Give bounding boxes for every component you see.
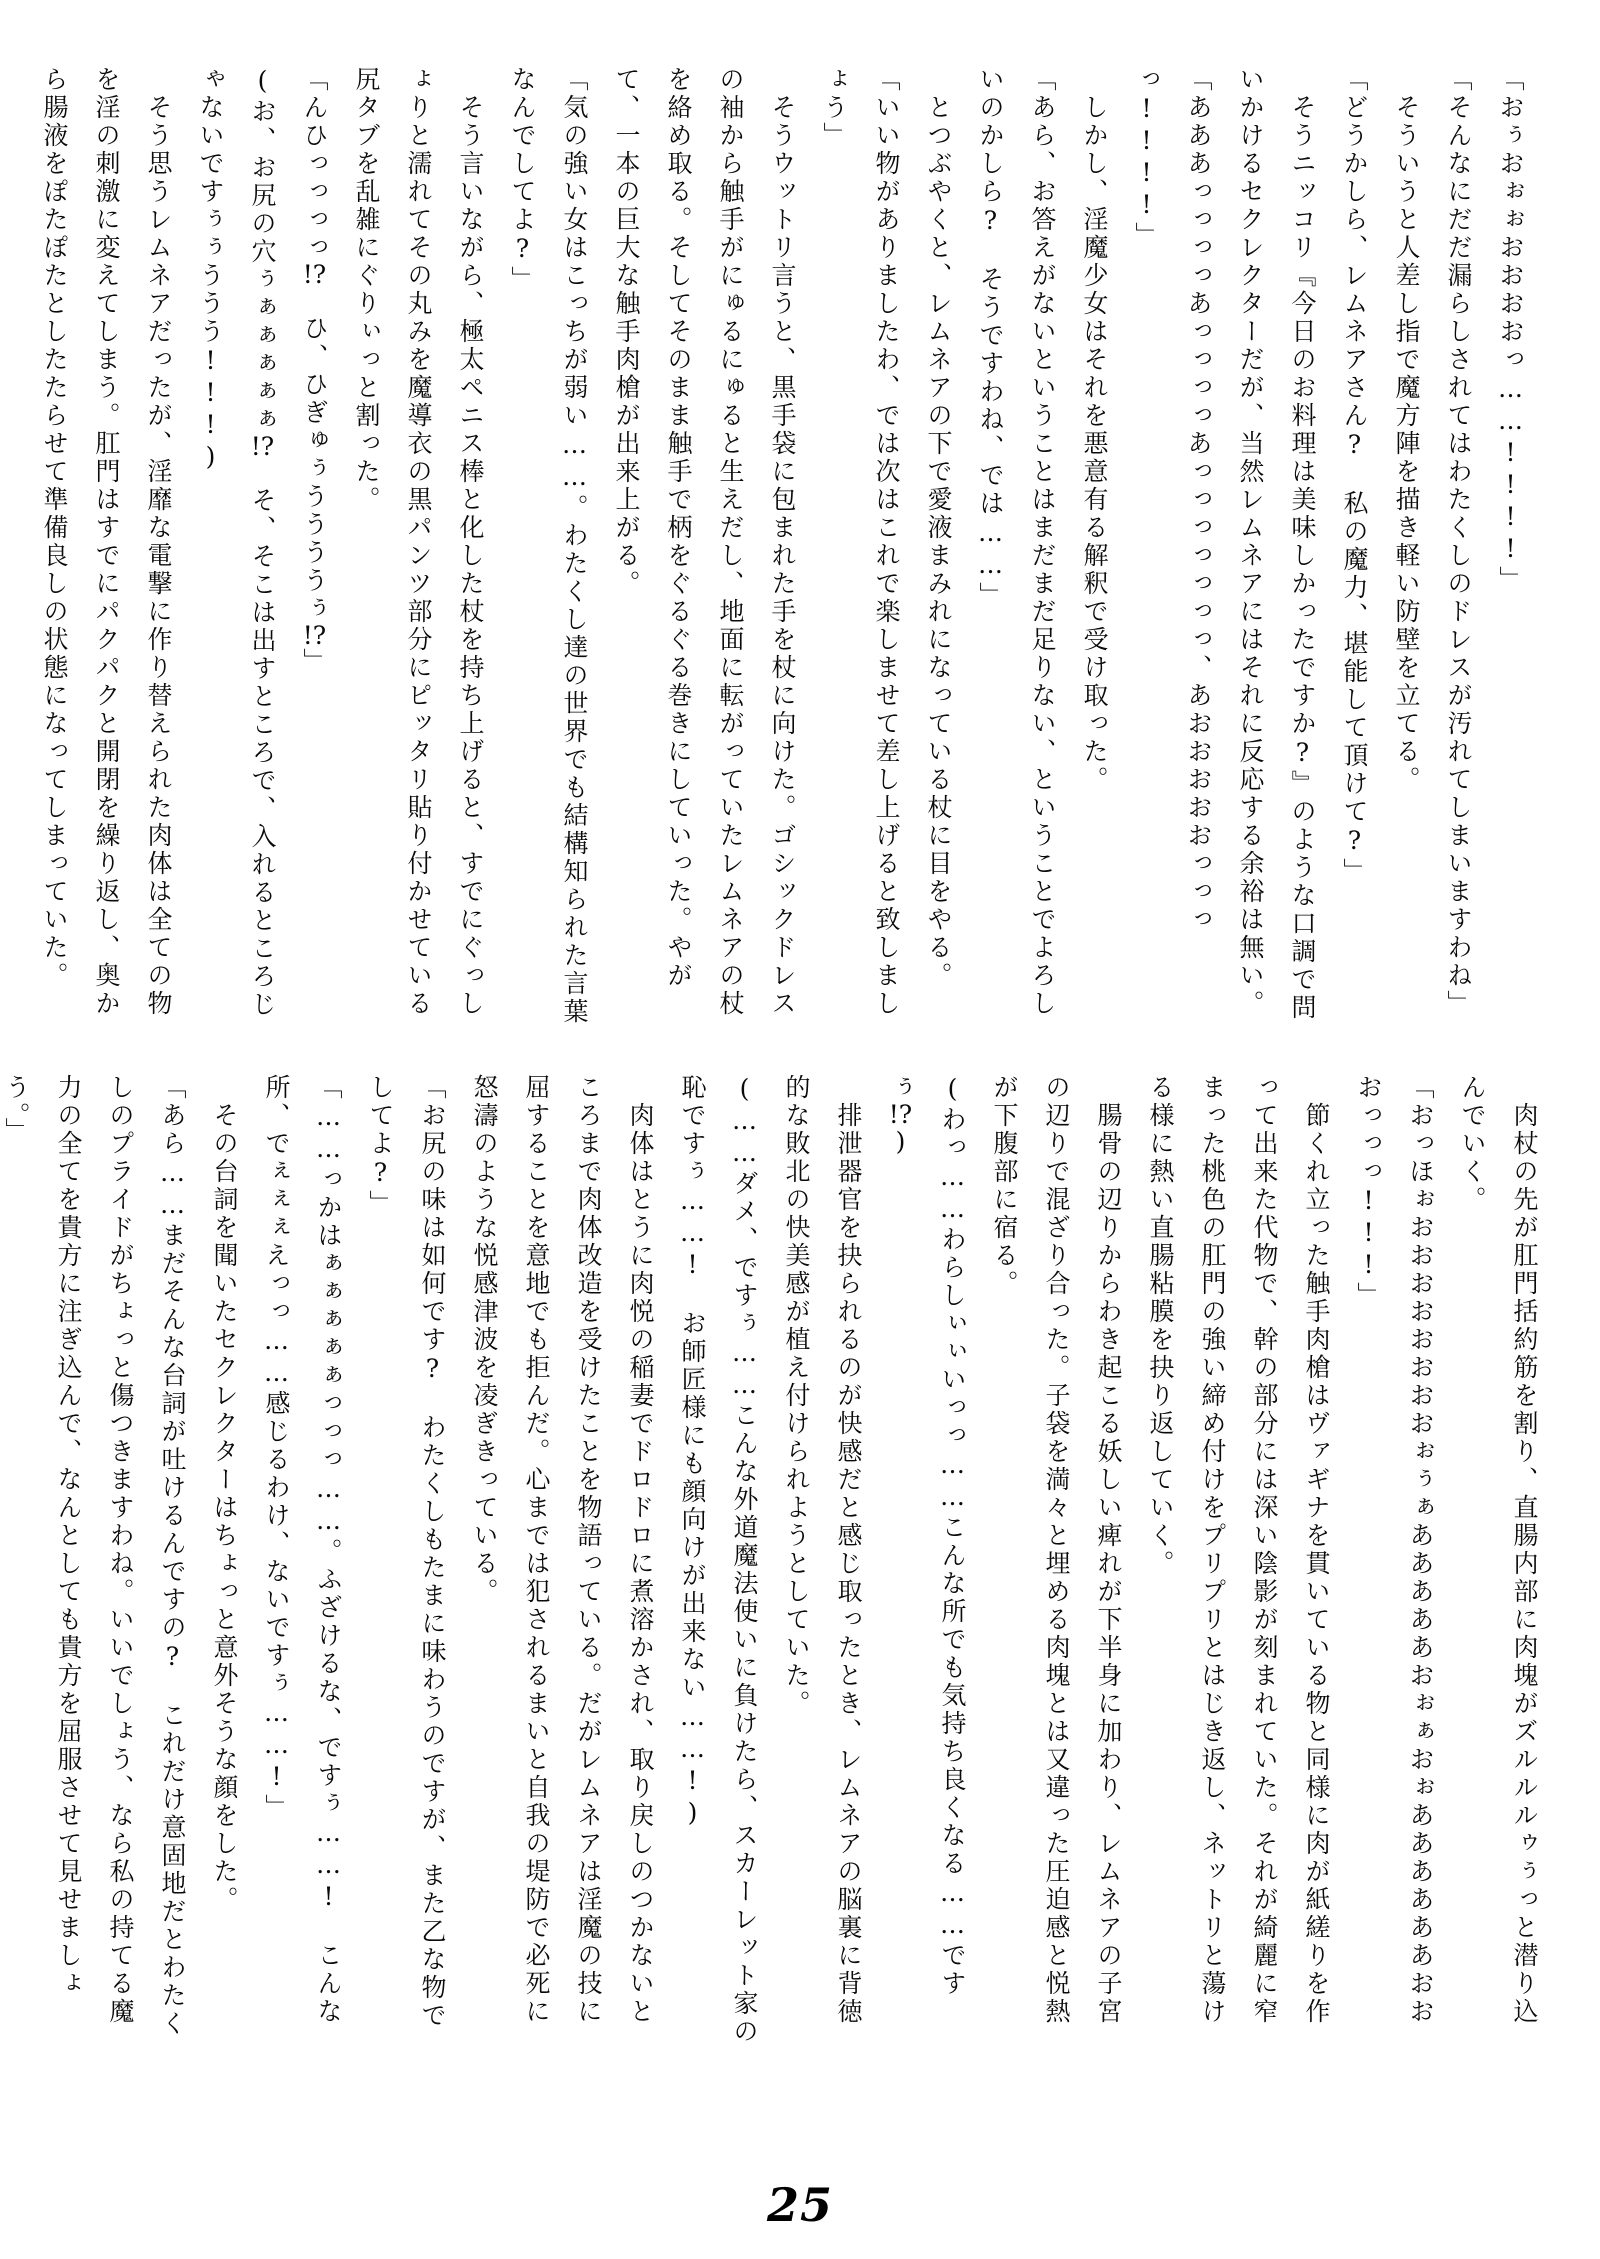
paragraph: そう思うレムネアだったが、淫靡な電撃に作り替えられた肉体は全ての物を淫の刺激に変えてしまう。肛門はすでにパクパクと開閉を繰り返し、奥から腸液をぽたぽたとしたたらせて準備良しの状態になってしまっていた。 [40,66,173,1018]
paragraph: 「あら……まだそんな台詞が吐けるんですの? これだけ意固地だとわたくしのプライドがちょっと傷つきますわね。いいでしょう、なら私の持てる魔力の全てを貴方に注ぎ込んで、なんとしても貴方を屈服させて見せましょう。」 [2,1074,187,2038]
paragraph: 「気の強い女はこっちが弱い……。わたくし達の世界でも結構知られた言葉なんでしてよ?」 [508,66,589,1026]
paragraph: 排泄器官を抉られるのが快感だと感じ取ったとき、レムネアの脳裏に背徳的な敗北の快美感が植え付けられようとしていた。 [782,1074,863,2026]
paragraph: そう言いながら、極太ペニス棒と化した杖を持ち上げると、すでにぐっしょりと濡れてその丸みを魔導衣の黒パンツ部分にピッタリ貼り付かせている尻タブを乱雑にぐりぃっと割った。 [352,66,485,1018]
paragraph: 肉体はとうに肉悦の稲妻でドロドロに煮溶かされ、取り戻しのつかないところまで肉体改造を受けたことを物語っている。だがレムネアは淫魔の技に屈することを意地でも拒んだ。心までは犯されるまいと自我の堤防で必死に怒濤のような悦感津波を凌ぎきっている。 [470,1074,655,2026]
paragraph: 「……っかはぁぁぁぁぁっっっ……。ふざけるな、ですぅ……! こんな所、でぇぇぇえっっ……感じるわけ、ないですぅ……!」 [262,1074,343,2026]
paragraph: その台詞を聞いたセクレクターはちょっと意外そうな顔をした。 [210,1102,239,1914]
page-number: 25 [766,2178,833,2232]
paragraph: (……ダメ、ですぅ……こんな外道魔法使いに負けたら、スカーレット家の恥ですぅ……! お師匠様にも顔向けが出来ない……!) [678,1074,759,2046]
paragraph: 肉杖の先が肛門括約筋を割り、直腸内部に肉塊がズルルルゥぅっと潜り込んでいく。 [1458,1074,1539,2026]
interrobang-text: !? [888,1102,913,1127]
paragraph: 「あああっっっっあっっっっあっっっっっっっ、あおおおおおっっっっ!!!!」 [1132,66,1213,934]
paragraph: そうニッコリ『今日のお料理は美味しかったですか?』のような口調で問いかけるセクレクターだが、当然レムネアにはそれに反応する余裕は無い。 [1236,66,1317,1022]
paragraph: 「いい物がありましたわ、では次はこれで楽しませて差し上げると致しましょう」 [820,66,901,1018]
paragraph: (わっ……わらしぃぃいっっ……こんな所でも気持ち良くなる……ですぅ!?) [886,1074,967,1998]
paragraph: 「おっほぉおおおおおおおおぉぅぁあああああおぉぁおぉああああああおおおっっっ!!!」 [1354,1074,1435,2026]
interrobang-text: !? [302,623,327,648]
paragraph: しかし、淫魔少女はそれを悪意有る解釈で受け取った。 [1080,94,1109,794]
paragraph: 「そんなにだだ漏らしされてはわたくしのドレスが汚れてしまいますわね」 [1444,66,1473,1018]
paragraph: 「あら、お答えがないということはまだまだ足りない、ということでよろしいのかしら? そうですわね、では……」 [976,66,1057,1018]
paragraph: (お、お尻の穴ぅぁぁぁぁぁ!? そ、そこは出すところで、入れるところじゃないですぅぅううう!!!) [196,66,277,1019]
interrobang-text: !? [302,262,327,287]
paragraph: 「んひっっっっ!? ひ、ひぎゅぅううううぅ!?」 [300,66,329,676]
paragraph: そうウットリ言うと、黒手袋に包まれた手を杖に向けた。ゴシックドレスの袖から触手がにゅるにゅると生えだし、地面に転がっていたレムネアの杖を絡め取る。そしてそのまま触手で柄をぐるぐる巻きにしていった。やがて、一本の巨大な触手肉槍が出来上がる。 [612,66,797,1018]
paragraph: 「どうかしら、レムネアさん? 私の魔力、堪能して頂けて?」 [1340,66,1369,886]
paragraph: 「お尻の味は如何です? わたくしもたまに味わうのですが、また乙な物でしてよ?」 [366,1074,447,2030]
top-text-block [28,66,1536,1034]
interrobang-text: !? [250,434,275,459]
paragraph: 節くれ立った触手肉槍はヴァギナを貫いている物と同様に肉が紙縒りを作って出来た代物で、幹の部分には深い陰影が刻まれていた。それが綺麗に窄まった桃色の肛門の強い締め付けをプリプリとはじき返し、ネットリと蕩ける様に熱い直腸粘膜を抉り返していく。 [1146,1074,1331,2026]
paragraph: 「おぅおぉぉおおおおっ……!!!!」 [1496,66,1525,594]
paragraph: そういうと人差し指で魔方陣を描き軽い防壁を立てる。 [1392,94,1421,794]
bottom-text-block [0,1074,1550,2048]
paragraph: とつぶやくと、レムネアの下で愛液まみれになっている杖に目をやる。 [924,94,953,990]
paragraph: 腸骨の辺りからわき起こる妖しい痺れが下半身に加わり、レムネアの子宮の辺りで混ざり合った。子袋を満々と埋める肉塊とは又違った圧迫感と悦熱が下腹部に宿る。 [990,1074,1123,2026]
